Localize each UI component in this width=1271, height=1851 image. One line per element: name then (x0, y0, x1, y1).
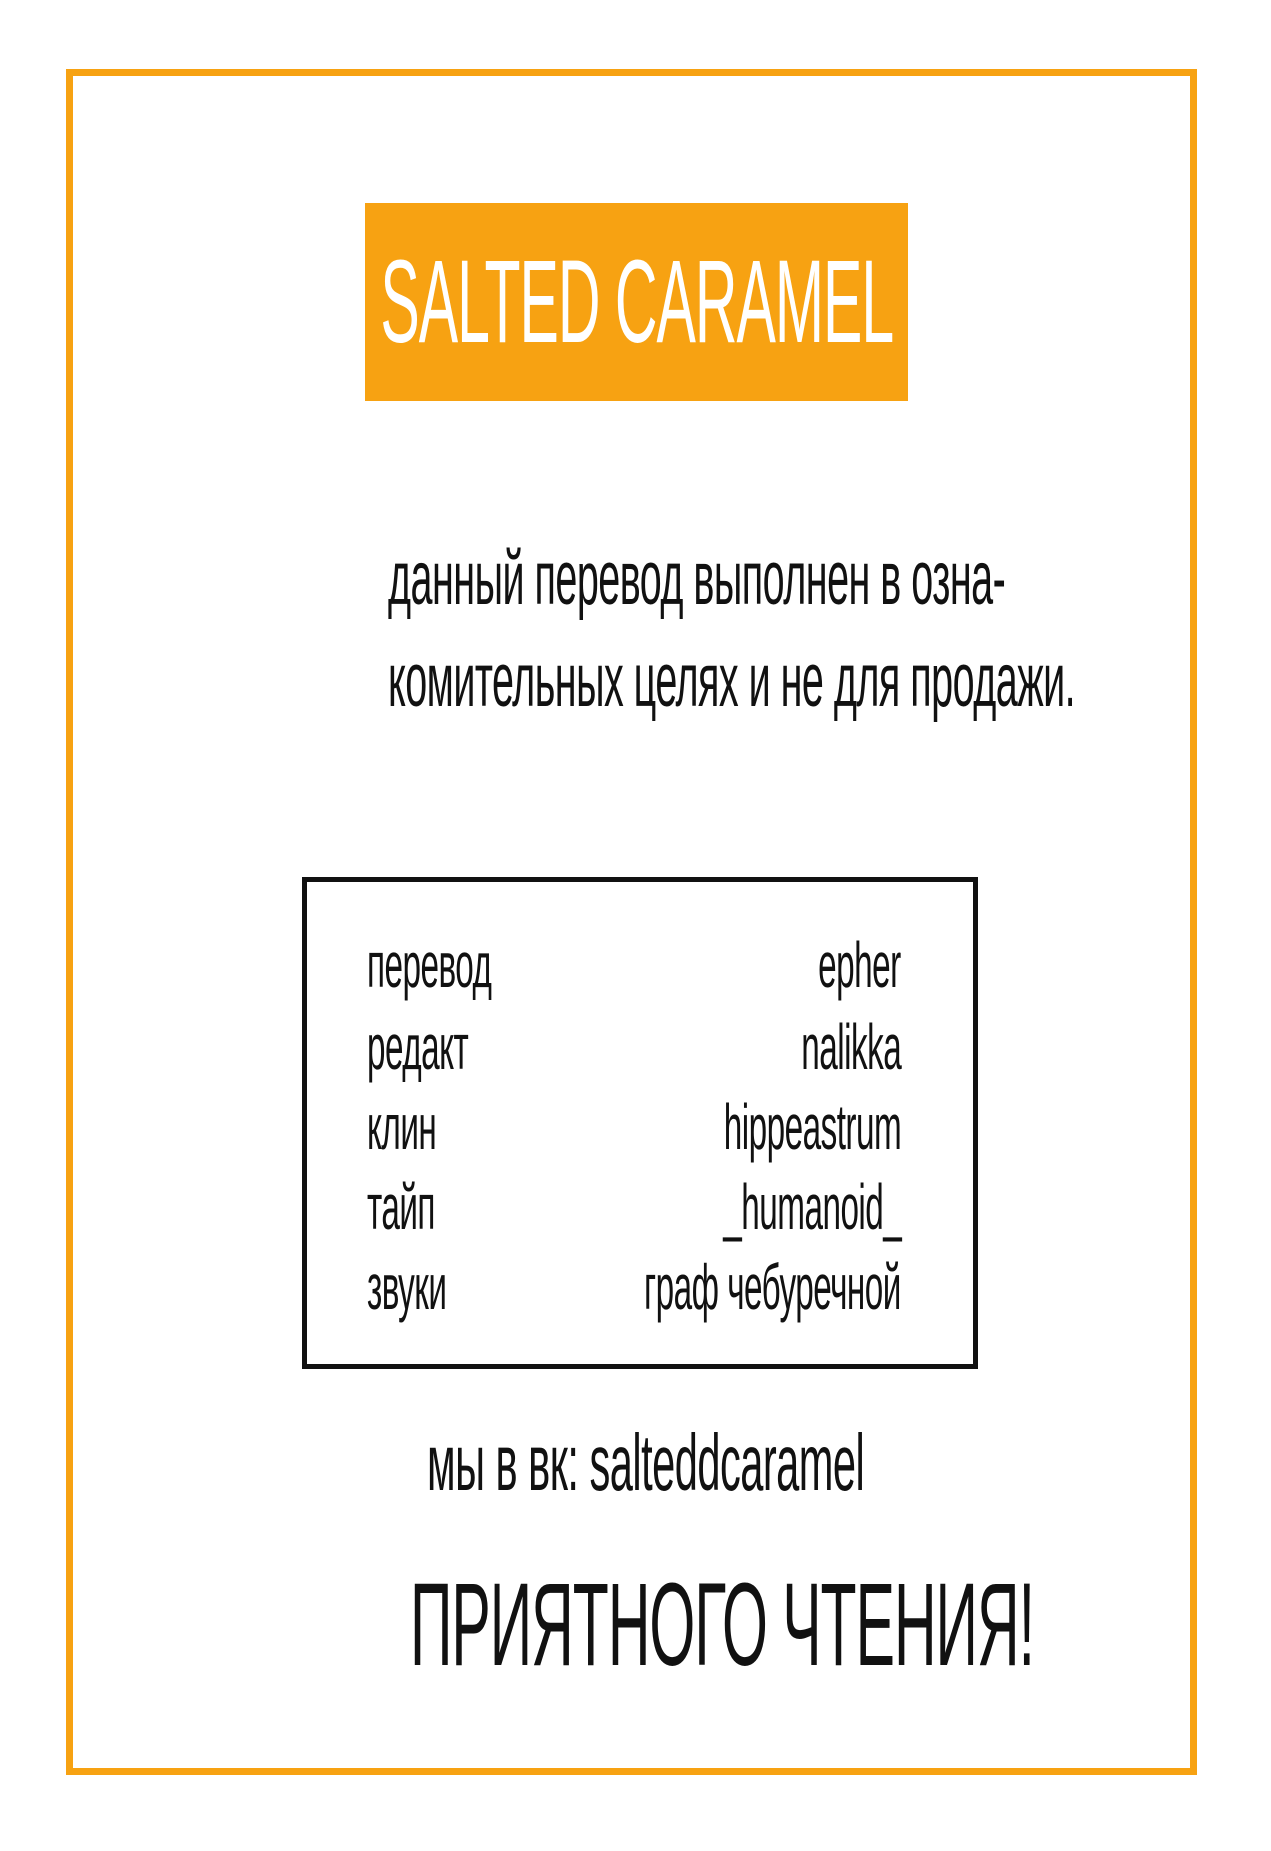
credit-role: перевод (367, 929, 492, 1001)
credit-row-typesetting (367, 1167, 901, 1247)
credit-name: граф чебуречной (644, 1251, 901, 1323)
credit-role: звуки (367, 1251, 447, 1323)
disclaimer (160, 528, 1110, 732)
closing-message: ПРИЯТНОГО ЧТЕНИЯ! (410, 1559, 1034, 1691)
credit-role: редакт (367, 1011, 469, 1083)
credit-name: hippeastrum (723, 1091, 901, 1163)
credit-role: клин (367, 1091, 437, 1163)
credit-name: _humanoid_ (723, 1171, 901, 1243)
social-handle: мы в вк: salteddcaramel (427, 1418, 865, 1507)
credit-name: epher (818, 929, 901, 1001)
disclaimer-line-1: данный перевод выполнен в озна- (388, 536, 1006, 621)
credit-row-cleaning (367, 1087, 901, 1167)
disclaimer-line-2: комительных целях и не для продажи. (388, 638, 1076, 723)
credit-row-editing (367, 1007, 901, 1087)
team-name: SALTED CARAMEL (380, 236, 893, 368)
credit-row-translation (367, 925, 901, 1005)
credit-role: тайп (367, 1171, 435, 1243)
team-logo (365, 203, 908, 401)
credit-name: nalikka (801, 1011, 901, 1083)
credit-row-sounds (367, 1247, 901, 1327)
credits-box (302, 877, 978, 1369)
